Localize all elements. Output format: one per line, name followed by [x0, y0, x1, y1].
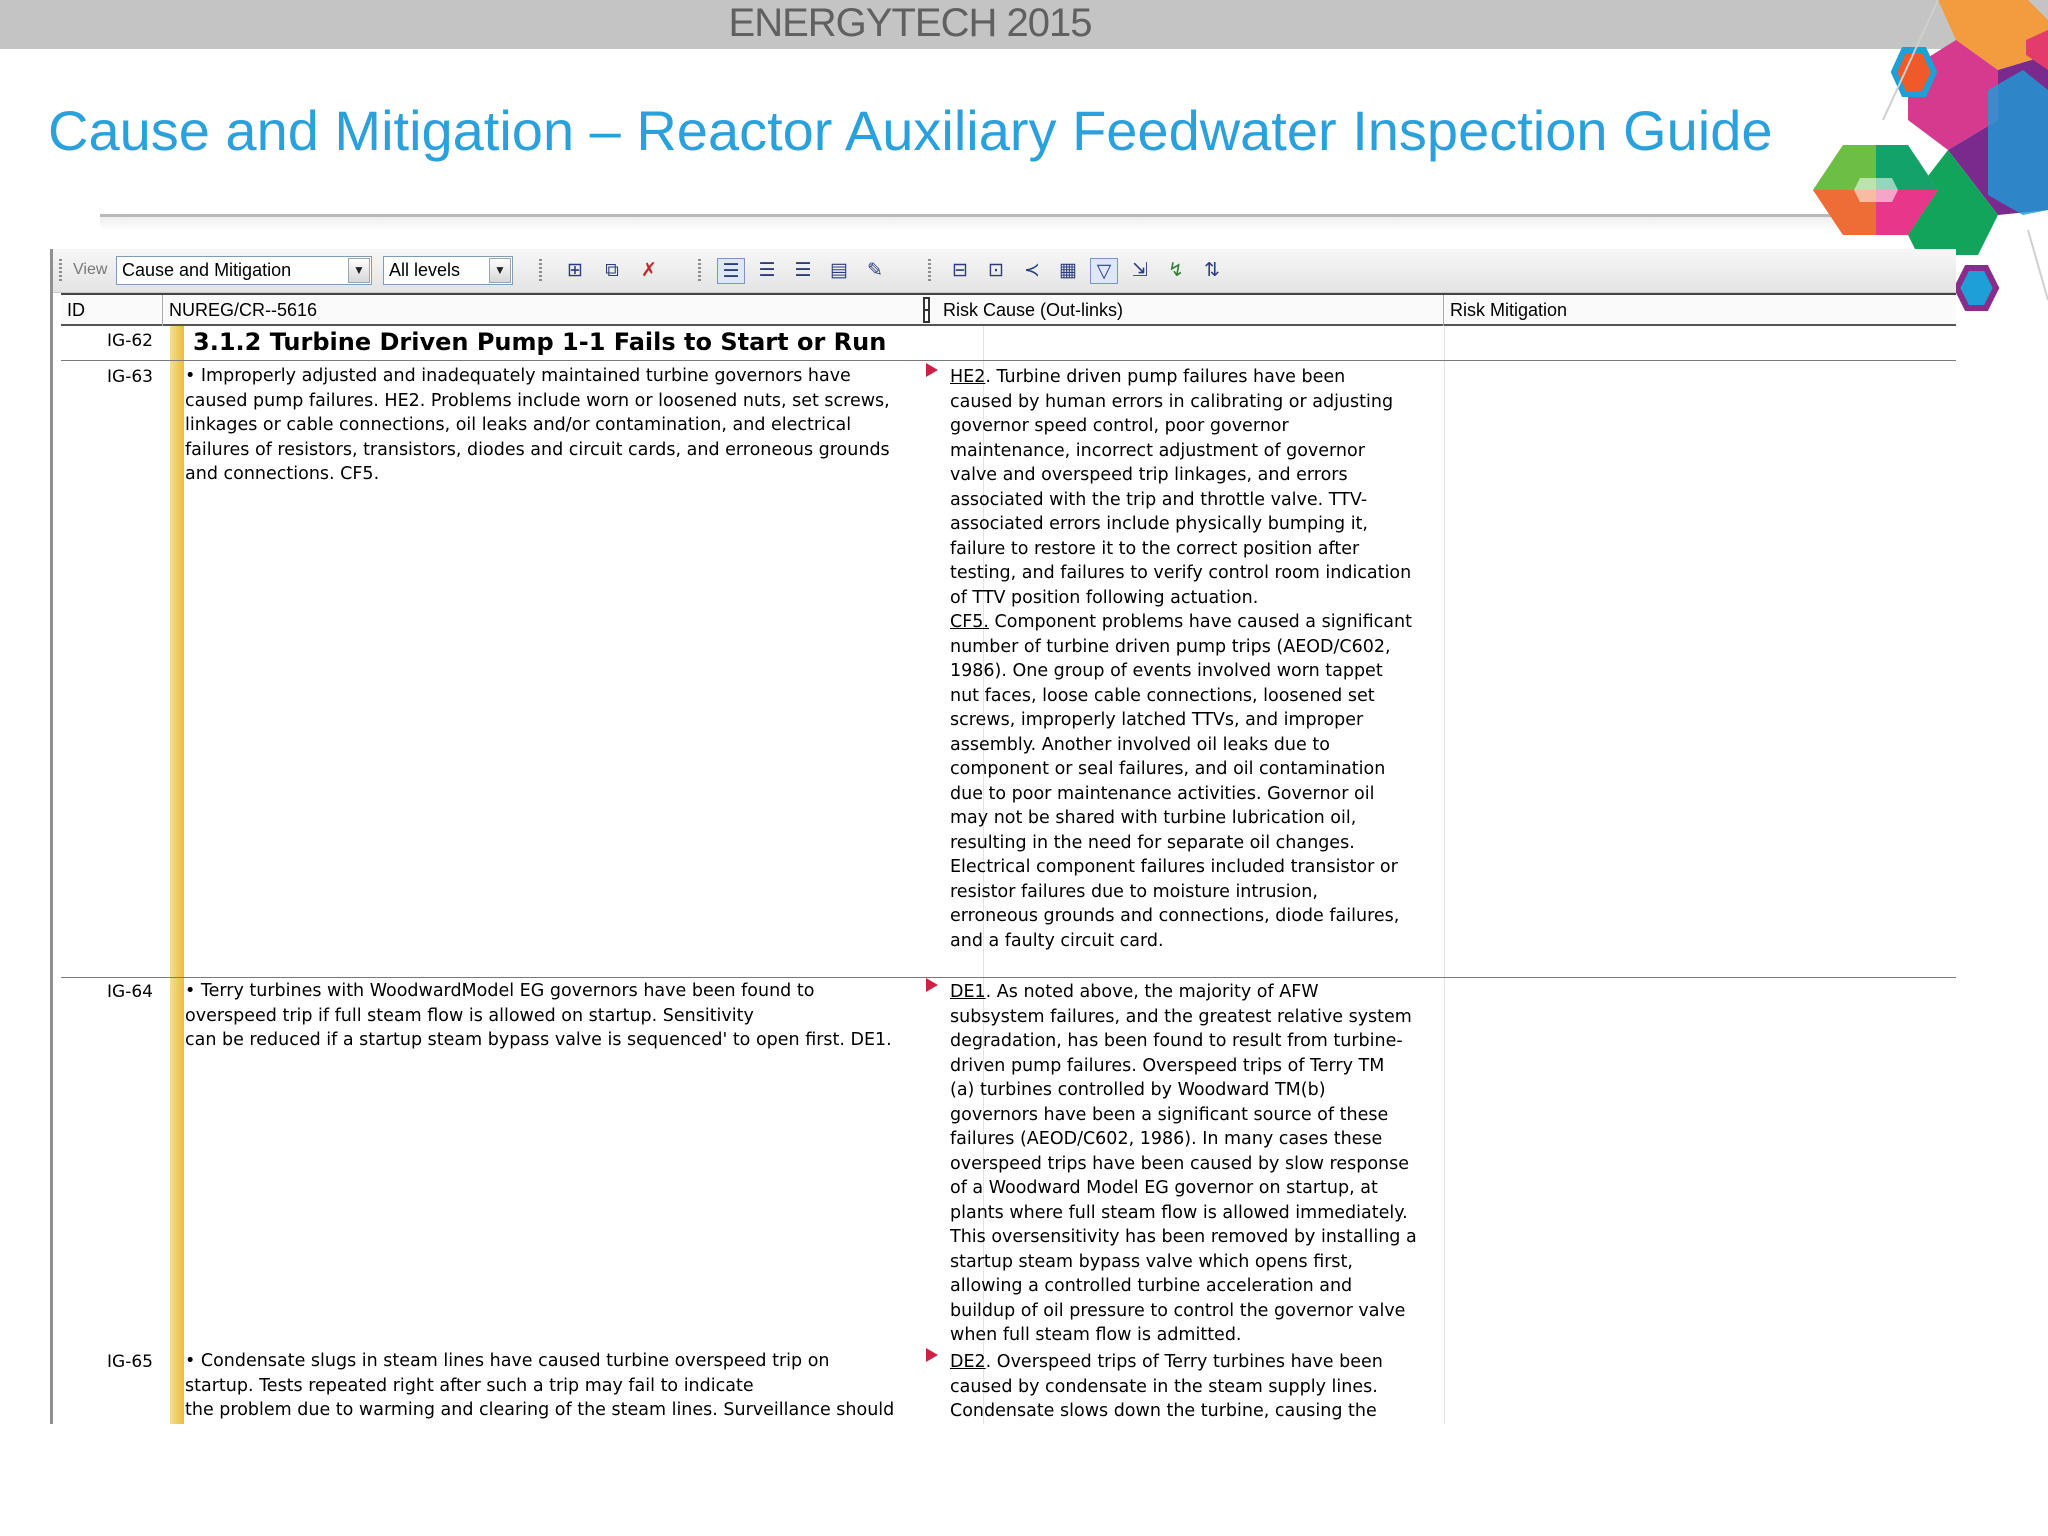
view-select[interactable]	[116, 256, 372, 285]
grid-header	[61, 293, 1956, 326]
filter-icon[interactable]: ▽	[1090, 258, 1118, 284]
nureg-cell[interactable]: • Condensate slugs in steam lines have caused turbine overspeed trip on startup. Tests repeated right after such a trip may fail to indicate the problem due to warming and clearing of the steam lines. Surveillance should	[185, 1351, 895, 1420]
view-label: View	[73, 261, 108, 278]
toolbar	[53, 249, 1956, 293]
properties-icon[interactable]: ▦	[1059, 260, 1077, 281]
risk-cause-cell[interactable]	[950, 365, 1440, 953]
justify-icon[interactable]: ▤	[830, 260, 848, 281]
import-icon[interactable]: ⇲	[1132, 260, 1148, 281]
insert-row-icon[interactable]: ⊞	[567, 260, 583, 281]
row-id[interactable]: IG-65	[107, 1352, 153, 1372]
chevron-down-icon[interactable]: ▼	[489, 258, 511, 283]
toolbar-grip[interactable]	[698, 259, 701, 283]
levels-select-value: All levels	[389, 260, 461, 280]
sort-az-icon[interactable]: ⇅	[1204, 260, 1220, 281]
column-splitter-handle[interactable]	[923, 297, 930, 323]
cause-link-he2[interactable]: HE2	[950, 367, 986, 387]
risk-cause-cell[interactable]	[950, 1350, 1440, 1424]
filter-link-icon[interactable]: ⊡	[988, 260, 1004, 281]
out-link-flag-icon[interactable]	[926, 978, 938, 992]
requirements-grid-window	[50, 249, 1956, 1424]
column-header-id[interactable]: ID	[61, 295, 163, 326]
grid-line	[1444, 326, 1445, 1424]
row-separator	[61, 360, 1956, 361]
row-id[interactable]: IG-62	[107, 331, 153, 351]
link-graph-icon[interactable]: ≺	[1024, 260, 1040, 281]
nureg-cell[interactable]: • Terry turbines with WoodwardModel EG governors have been found to overspeed trip if full steam flow is allowed on startup. Sensitivity can be reduced if a startup steam bypass valve is sequenced' to open first. DE1.	[185, 981, 892, 1050]
toolbar-grip[interactable]	[59, 259, 62, 283]
cause-text: . Overspeed trips of Terry turbines have been caused by condensate in the steam supply lines. Condensate slows down the turbine, causing the	[950, 1352, 1383, 1421]
column-header-risk-mitigation[interactable]: Risk Mitigation	[1450, 300, 1568, 320]
align-right-icon[interactable]: ☰	[758, 260, 776, 281]
insert-child-icon[interactable]: ⧉	[605, 260, 619, 281]
sort-icon[interactable]: ↯	[1168, 260, 1184, 281]
cause-text: . As noted above, the majority of AFW subsystem failures, and the greatest relative system degradation, has been found to result from turbine- driven pump failures. Overspeed trips of Terry TM (a) turbines controlled by Woodward TM(b) governors have been a significant source of these failures (AEOD/C602, 1986). In many cases these overspeed trips have been caused by slow response of a Woodward Model EG governor on startup, at plants where full steam flow is allowed immediately. This oversensitivity has been removed by installing a startup steam bypass valve which opens first, allowing a controlled turbine acceleration and buildup of oil pressure to control the governor valve when full steam flow is admitted.	[950, 982, 1417, 1345]
column-header-nureg[interactable]: NUREG/CR--5616	[169, 300, 318, 320]
link-tree-icon[interactable]: ⊟	[952, 260, 968, 281]
slide-title: Cause and Mitigation – Reactor Auxiliary Feedwater Inspection Guide	[48, 99, 1773, 162]
title-divider	[100, 214, 1950, 230]
format-icon[interactable]: ✎	[867, 260, 883, 281]
column-header-risk-cause[interactable]: Risk Cause (Out-links)	[937, 295, 1444, 326]
out-link-flag-icon[interactable]	[926, 363, 938, 377]
cause-text: . Turbine driven pump failures have been caused by human errors in calibrating or adjusting governor speed control, poor governor maintenance, incorrect adjustment of governor valve and overspeed trip linkages, and errors associated with the trip and throttle valve. TTV- associated errors include physically bumping it, failure to restore it to the correct position after testing, and failures to verify control room indication of TTV position following actuation.	[950, 367, 1412, 608]
align-center-icon[interactable]: ☰	[794, 260, 812, 281]
chevron-down-icon[interactable]: ▼	[348, 258, 370, 283]
level-indicator-bar	[170, 326, 184, 1424]
cause-link-de1[interactable]: DE1	[950, 982, 986, 1002]
view-select-value: Cause and Mitigation	[122, 260, 292, 280]
risk-cause-cell[interactable]	[950, 980, 1440, 1348]
cause-text: Component problems have caused a significant number of turbine driven pump trips (AEOD/C602, 1986). One group of events involved worn tappet nut faces, loose cable connections, loosened set screws, improperly latched TTVs, and improper assembly. Another involved oil leaks due to component or seal failures, and oil contamination due to poor maintenance activities. Governor oil may not be shared with turbine lubrication oil, resulting in the need for separate oil changes. Electrical component failures included transistor or resistor failures due to moisture intrusion, erroneous grounds and connections, diode failures, and a faulty circuit card.	[950, 612, 1412, 951]
toolbar-grip[interactable]	[539, 259, 542, 283]
cause-link-de2[interactable]: DE2	[950, 1352, 986, 1372]
out-link-flag-icon[interactable]	[926, 1348, 938, 1362]
levels-select[interactable]	[383, 256, 513, 285]
row-id[interactable]: IG-64	[107, 982, 153, 1002]
toolbar-grip[interactable]	[928, 259, 931, 283]
brand-logo-text: ENERGYTECH 2015	[728, 1, 1092, 45]
delete-row-icon[interactable]: ✗	[641, 260, 657, 281]
cause-link-cf5[interactable]: CF5.	[950, 612, 989, 632]
top-banner	[0, 0, 2048, 49]
nureg-cell[interactable]: • Improperly adjusted and inadequately maintained turbine governors have caused pump failures. HE2. Problems include worn or loosened nuts, set screws, linkages or cable connections, oil leaks and/or contamination, and electrical failures of resistors, transistors, diodes and circuit cards, and erroneous grounds and connections. CF5.	[185, 366, 890, 484]
section-heading[interactable]: 3.1.2 Turbine Driven Pump 1-1 Fails to Start or Run	[193, 328, 887, 356]
align-left-icon[interactable]: ☰	[717, 258, 745, 284]
row-separator	[61, 977, 1956, 978]
row-id[interactable]: IG-63	[107, 367, 153, 387]
